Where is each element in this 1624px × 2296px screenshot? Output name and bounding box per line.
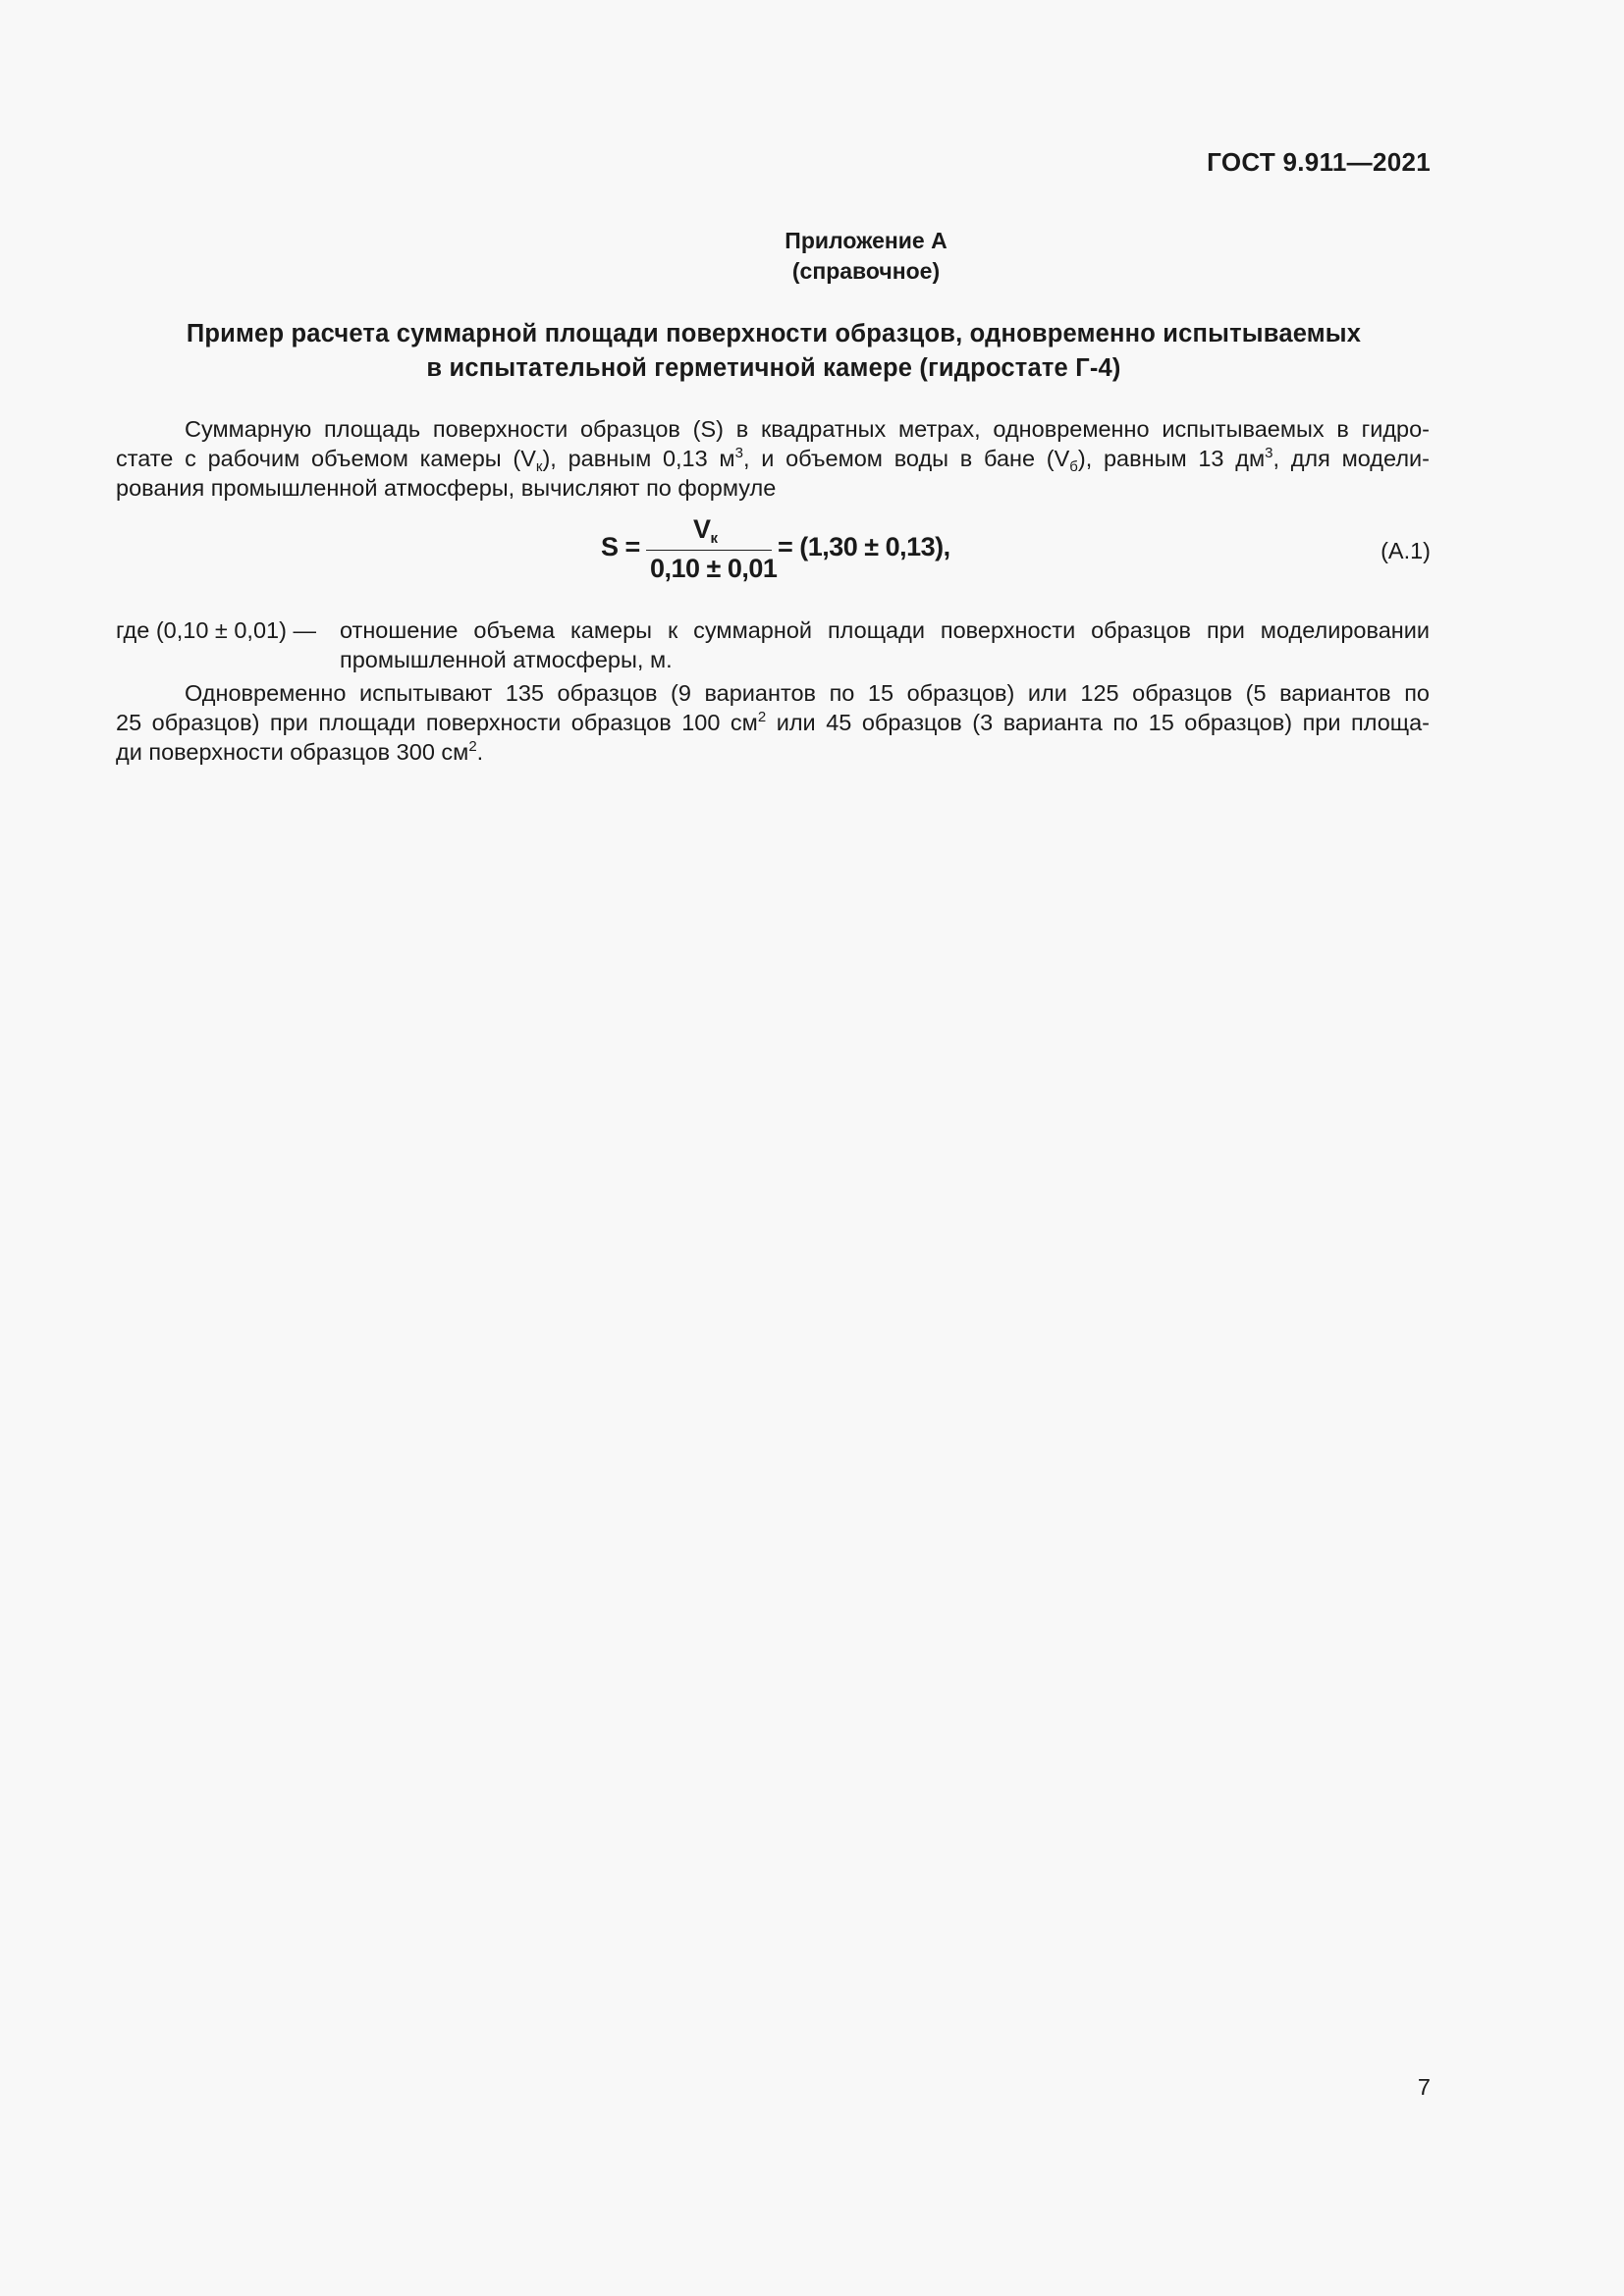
numerator-variable: V (693, 514, 711, 544)
text-run: 25 образцов) при площади поверхности образцов 100 см (116, 710, 758, 735)
paragraph-samples-line-1: Одновременно испытывают 135 образцов (9 вариантов по 15 образцов) или 125 образцов (5 вариантов по (185, 680, 1430, 706)
superscript: 2 (757, 709, 767, 725)
title-line-2: в испытательной герметичной камере (гидростате Г-4) (426, 354, 1121, 382)
paragraph-samples-line-2 (116, 708, 1430, 737)
paragraph-intro-line-2 (116, 444, 1430, 473)
superscript: 3 (734, 445, 743, 461)
title-line-1: Пример расчета суммарной площади поверхности образцов, одновременно испытываемых (186, 320, 1362, 347)
equation-number: (А.1) (1380, 538, 1431, 563)
superscript: 3 (1265, 445, 1273, 461)
where-description (340, 615, 1430, 674)
appendix-heading (0, 226, 1624, 287)
superscript: 2 (468, 738, 477, 755)
formula-lhs: S = (601, 532, 640, 561)
where-description-line-2: промышленной атмосферы, м. (340, 647, 673, 672)
text-run: ди поверхности образцов 300 см (116, 739, 469, 765)
paragraph-samples (116, 678, 1430, 767)
text-run: , для модели- (1272, 446, 1430, 471)
document-code: ГОСТ 9.911—2021 (1207, 147, 1431, 177)
text-run: ), равным 13 дм (1077, 446, 1266, 471)
appendix-type: (справочное) (791, 258, 941, 284)
subscript: к (535, 458, 543, 475)
page-number: 7 (1417, 2074, 1431, 2100)
paragraph-intro (116, 414, 1430, 503)
subscript: б (1069, 458, 1078, 475)
paragraph-intro-line-3: рования промышленной атмосферы, вычисляют по формуле (116, 475, 777, 501)
fraction-bar (646, 550, 772, 551)
paragraph-intro-line-1: Суммарную площадь поверхности образцов (S) в квадратных метрах, одновременно испытываемых в гидро- (185, 416, 1430, 442)
where-term: где (0,10 ± 0,01) — (116, 617, 316, 643)
where-description-line-1: отношение объема камеры к суммарной площади поверхности образцов при моделировании (340, 617, 1430, 643)
text-run: или 45 образцов (3 варианта по 15 образцов) при площа- (766, 710, 1431, 735)
text-run: ), равным 0,13 м (542, 446, 735, 471)
section-title (116, 317, 1432, 386)
paragraph-samples-line-3 (116, 737, 1430, 767)
text-run: стате с рабочим объемом камеры (V (116, 446, 536, 471)
text-run: . (476, 739, 484, 765)
text-run: , и объемом воды в бане (V (742, 446, 1070, 471)
numerator-subscript: к (710, 530, 718, 547)
formula-rhs: = (1,30 ± 0,13), (778, 532, 950, 561)
formula-numerator (693, 514, 718, 545)
formula-denominator: 0,10 ± 0,01 (650, 554, 778, 583)
appendix-label: Приложение А (785, 228, 947, 253)
